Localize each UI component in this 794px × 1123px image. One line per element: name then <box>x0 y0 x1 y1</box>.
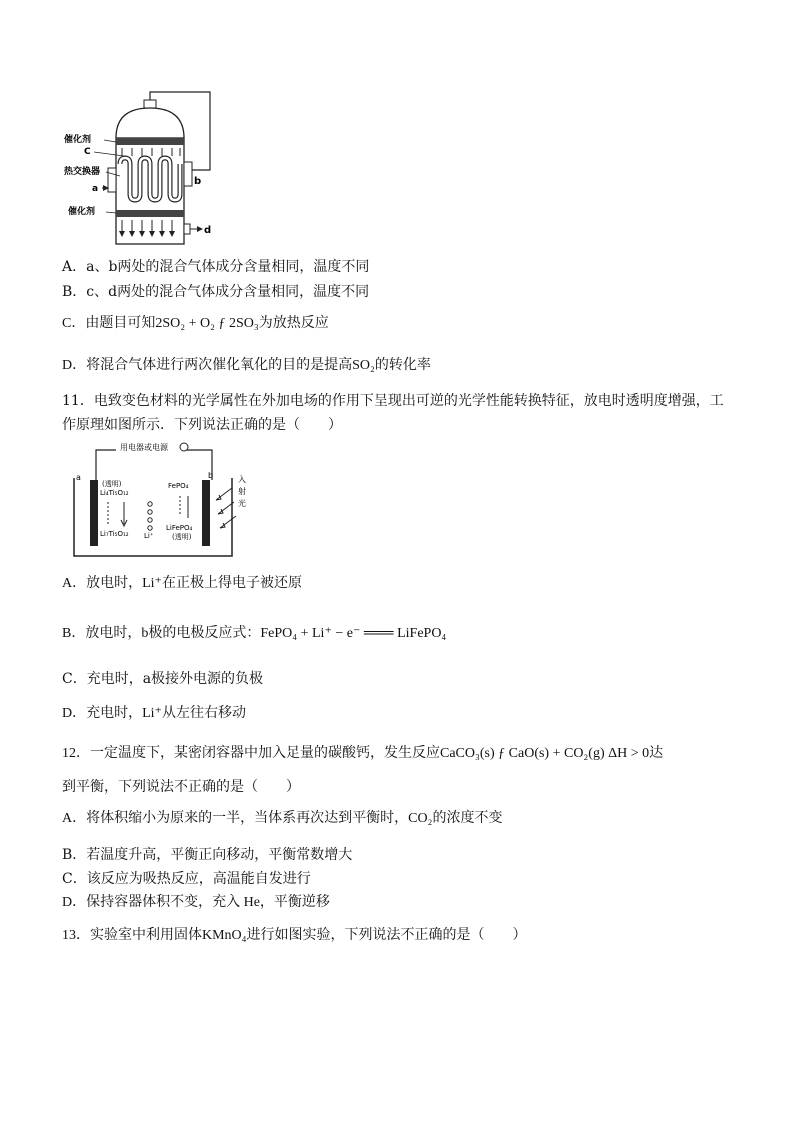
left-mid: Li₄Ti₅O₁₂ <box>100 489 129 497</box>
q11-stem-line2: 作原理如图所示．下列说法正确的是（ ） <box>62 417 342 433</box>
label-a: a <box>76 473 81 482</box>
label-catalyst-top: 催化剂 <box>64 135 92 145</box>
q12-stem-line2: 到平衡，下列说法不正确的是（ ） <box>62 779 300 795</box>
left-bottom: Li₇Ti₅O₁₂ <box>100 530 129 538</box>
light-char-2: 射 <box>238 487 246 496</box>
reactor-diagram <box>64 86 224 246</box>
right-bottom: (透明) <box>172 533 192 541</box>
source-label: 用电器或电源 <box>120 443 168 452</box>
q10-option-c: C．由题目可知2SO₂ + O₂ ƒ 2SO₃为放热反应 <box>62 316 329 331</box>
right-mid: LiFePO₄ <box>166 524 193 532</box>
light-char-1: 入 <box>238 475 246 484</box>
q10-option-a: A．a、b两处的混合气体成分含量相同，温度不同 <box>62 259 370 275</box>
q10-option-b: B．c、d两处的混合气体成分含量相同，温度不同 <box>62 284 370 300</box>
q12-option-d: D．保持容器体积不变，充入 He，平衡逆移 <box>62 895 330 910</box>
electrochromic-cell-diagram <box>64 438 254 560</box>
label-catalyst-bottom: 催化剂 <box>68 207 96 217</box>
ion-label: Li⁺ <box>144 532 154 540</box>
battery-figure <box>64 438 254 560</box>
q11-option-a: A．放电时，Li⁺在正极上得电子被还原 <box>62 576 302 591</box>
left-top: (透明) <box>102 480 122 488</box>
label-b: b <box>208 471 214 480</box>
right-top: FePO₄ <box>168 482 189 490</box>
q13-stem: 13．实验室中利用固体KMnO₄进行如图实验，下列说法不正确的是（ ） <box>62 928 527 943</box>
q12-option-c: C．该反应为吸热反应，高温能自发进行 <box>62 871 311 887</box>
label-c: C <box>84 147 91 157</box>
reactor-figure <box>64 86 224 246</box>
q12-option-a: A．将体积缩小为原来的一半，当体系再次达到平衡时，CO₂的浓度不变 <box>62 811 503 826</box>
label-a: a <box>92 184 99 194</box>
q11-stem-line1: 11．电致变色材料的光学属性在外加电场的作用下呈现出可逆的光学性能转换特征，放电时透明度增强，工 <box>62 393 724 409</box>
q11-option-d: D．充电时，Li⁺从左往右移动 <box>62 706 246 721</box>
electrode-a <box>90 480 98 546</box>
q12-option-b: B．若温度升高，平衡正向移动，平衡常数增大 <box>62 847 353 863</box>
q12-stem-line1: 12．一定温度下，某密闭容器中加入足量的碳酸钙，发生反应CaCO₃(s) ƒ CaO(s) + CO₂(g) ΔH > 0达 <box>62 746 664 761</box>
q10-option-d: D．将混合气体进行两次催化氧化的目的是提高SO₂的转化率 <box>62 358 431 373</box>
label-heat-exchanger: 热交换器 <box>64 167 101 177</box>
label-d: d <box>204 225 212 236</box>
label-b: b <box>194 176 202 187</box>
electrode-b <box>202 480 210 546</box>
q11-option-b: B．放电时，b极的电极反应式：FePO₄ + Li⁺ − e⁻ ═══ LiFePO₄ <box>62 626 447 641</box>
light-char-3: 光 <box>238 499 246 508</box>
q11-option-c: C．充电时，a极接外电源的负极 <box>62 671 264 687</box>
